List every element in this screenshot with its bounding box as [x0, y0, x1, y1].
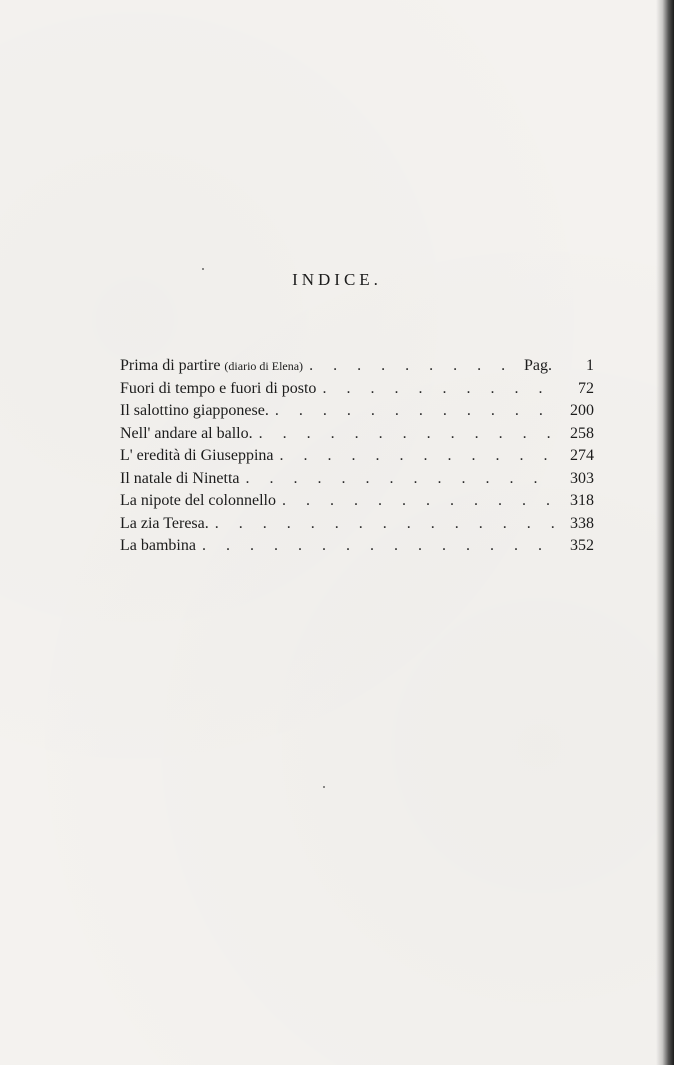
toc-entry-title: La zia Teresa. [120, 514, 209, 532]
toc-leader-dots [215, 515, 558, 533]
toc-leader-dots [275, 402, 558, 420]
toc-entry-title-text: Prima di partire [120, 357, 221, 374]
page-gutter-shadow [656, 0, 674, 1065]
toc-page-number: 72 [578, 379, 594, 397]
toc-leader-dots [246, 470, 558, 488]
toc-entry-title: Il natale di Ninetta [120, 469, 240, 487]
page-title: INDICE. [292, 270, 382, 289]
toc-page-number: 318 [570, 492, 594, 509]
toc-entry-title: Il salottino giapponese. [120, 402, 269, 419]
toc-entry [120, 357, 594, 380]
toc-leader-dots [280, 447, 559, 465]
toc-page-number: 200 [570, 402, 594, 419]
toc-page-number: 274 [570, 447, 594, 464]
toc-entry [120, 402, 594, 425]
toc-leader-dots [259, 425, 558, 443]
toc-page-prefix: Pag. [524, 357, 552, 374]
toc-page-number: 258 [570, 424, 594, 442]
toc-page-number: 338 [570, 514, 594, 532]
toc-entry-title: Nell' andare al ballo. [120, 424, 253, 442]
toc-entry [120, 380, 594, 403]
toc-entry [120, 492, 594, 515]
toc-entry-subtitle: (diario di Elena) [224, 359, 304, 373]
toc-leader-dots [282, 492, 558, 510]
toc-entry-title: La nipote del colonnello [120, 492, 276, 509]
toc-entry [120, 425, 594, 448]
paper-speck [323, 786, 325, 788]
toc-page-number: 1 [586, 357, 594, 374]
toc-leader-dots [322, 380, 558, 398]
toc-entry [120, 447, 594, 470]
toc-page-number: 303 [570, 469, 594, 487]
toc-entry [120, 470, 594, 493]
toc-leader-dots [202, 537, 558, 555]
paper-speck [202, 268, 204, 270]
toc-entry-title [120, 357, 303, 375]
toc-entry [120, 515, 594, 538]
toc-entry-title: Fuori di tempo e fuori di posto [120, 379, 317, 397]
toc-leader-dots [309, 357, 518, 375]
toc-entry-title: L' eredità di Giuseppina [120, 447, 274, 464]
toc-entry [120, 537, 594, 560]
table-of-contents [120, 357, 594, 560]
toc-page-number: 352 [570, 537, 594, 554]
toc-entry-title: La bambina [120, 537, 196, 554]
